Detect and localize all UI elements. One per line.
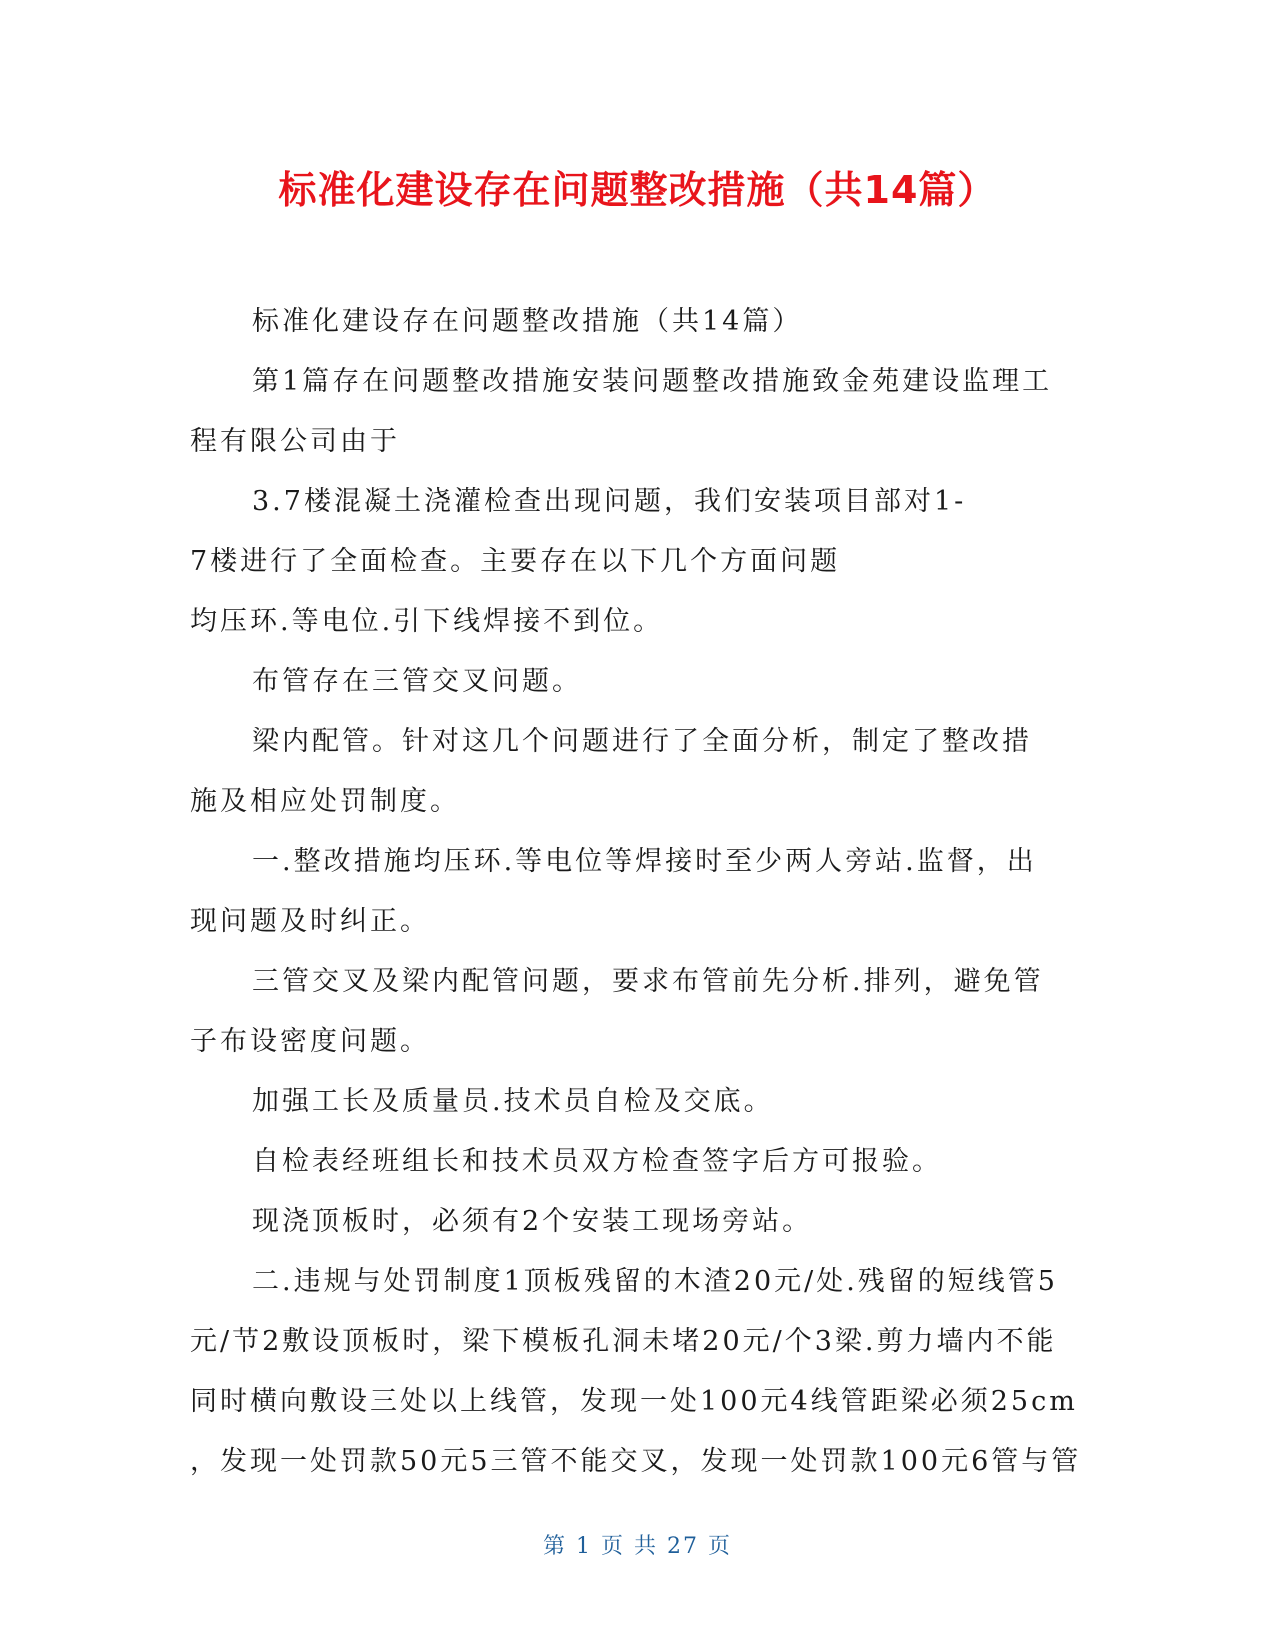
paragraph-line: 三管交叉及梁内配管问题，要求布管前先分析.排列，避免管 bbox=[252, 966, 1044, 997]
paragraph-line: 程有限公司由于 bbox=[190, 426, 400, 457]
paragraph-line: 7楼进行了全面检查。主要存在以下几个方面问题 bbox=[190, 546, 841, 577]
paragraph-line: 标准化建设存在问题整改措施（共14篇） bbox=[252, 306, 803, 337]
paragraph-line: 均压环.等电位.引下线焊接不到位。 bbox=[190, 606, 664, 637]
paragraph-line: 现浇顶板时，必须有2个安装工现场旁站。 bbox=[252, 1206, 813, 1237]
paragraph-line: 现问题及时纠正。 bbox=[190, 906, 430, 937]
paragraph-line: 二.违规与处罚制度1顶板残留的木渣20元/处.残留的短线管5 bbox=[252, 1266, 1058, 1297]
paragraph-line: 施及相应处罚制度。 bbox=[190, 786, 460, 817]
paragraph-line: 元/节2敷设顶板时，梁下模板孔洞未堵20元/个3梁.剪力墙内不能 bbox=[190, 1326, 1057, 1357]
document-body bbox=[190, 292, 1080, 1492]
paragraph-line: 一.整改措施均压环.等电位等焊接时至少两人旁站.监督，出 bbox=[252, 846, 1037, 877]
paragraph-line: 梁内配管。针对这几个问题进行了全面分析，制定了整改措 bbox=[252, 726, 1032, 757]
paragraph-line: 加强工长及质量员.技术员自检及交底。 bbox=[252, 1086, 774, 1117]
document-title: 标准化建设存在问题整改措施（共14篇） bbox=[278, 168, 997, 212]
paragraph-line: 布管存在三管交叉问题。 bbox=[252, 666, 582, 697]
paragraph-line: ，发现一处罚款50元5三管不能交叉，发现一处罚款100元6管与管 bbox=[190, 1446, 1082, 1477]
paragraph-line: 同时横向敷设三处以上线管，发现一处100元4线管距梁必须25cm bbox=[190, 1386, 1078, 1417]
paragraph-line: 第1篇存在问题整改措施安装问题整改措施致金苑建设监理工 bbox=[252, 366, 1053, 397]
paragraph-line: 自检表经班组长和技术员双方检查签字后方可报验。 bbox=[252, 1146, 942, 1177]
page-number-footer: 第 1 页 共 27 页 bbox=[543, 1534, 732, 1559]
paragraph-line: 子布设密度问题。 bbox=[190, 1026, 430, 1057]
paragraph-line: 3.7楼混凝土浇灌检查出现问题，我们安装项目部对1- bbox=[252, 486, 967, 517]
